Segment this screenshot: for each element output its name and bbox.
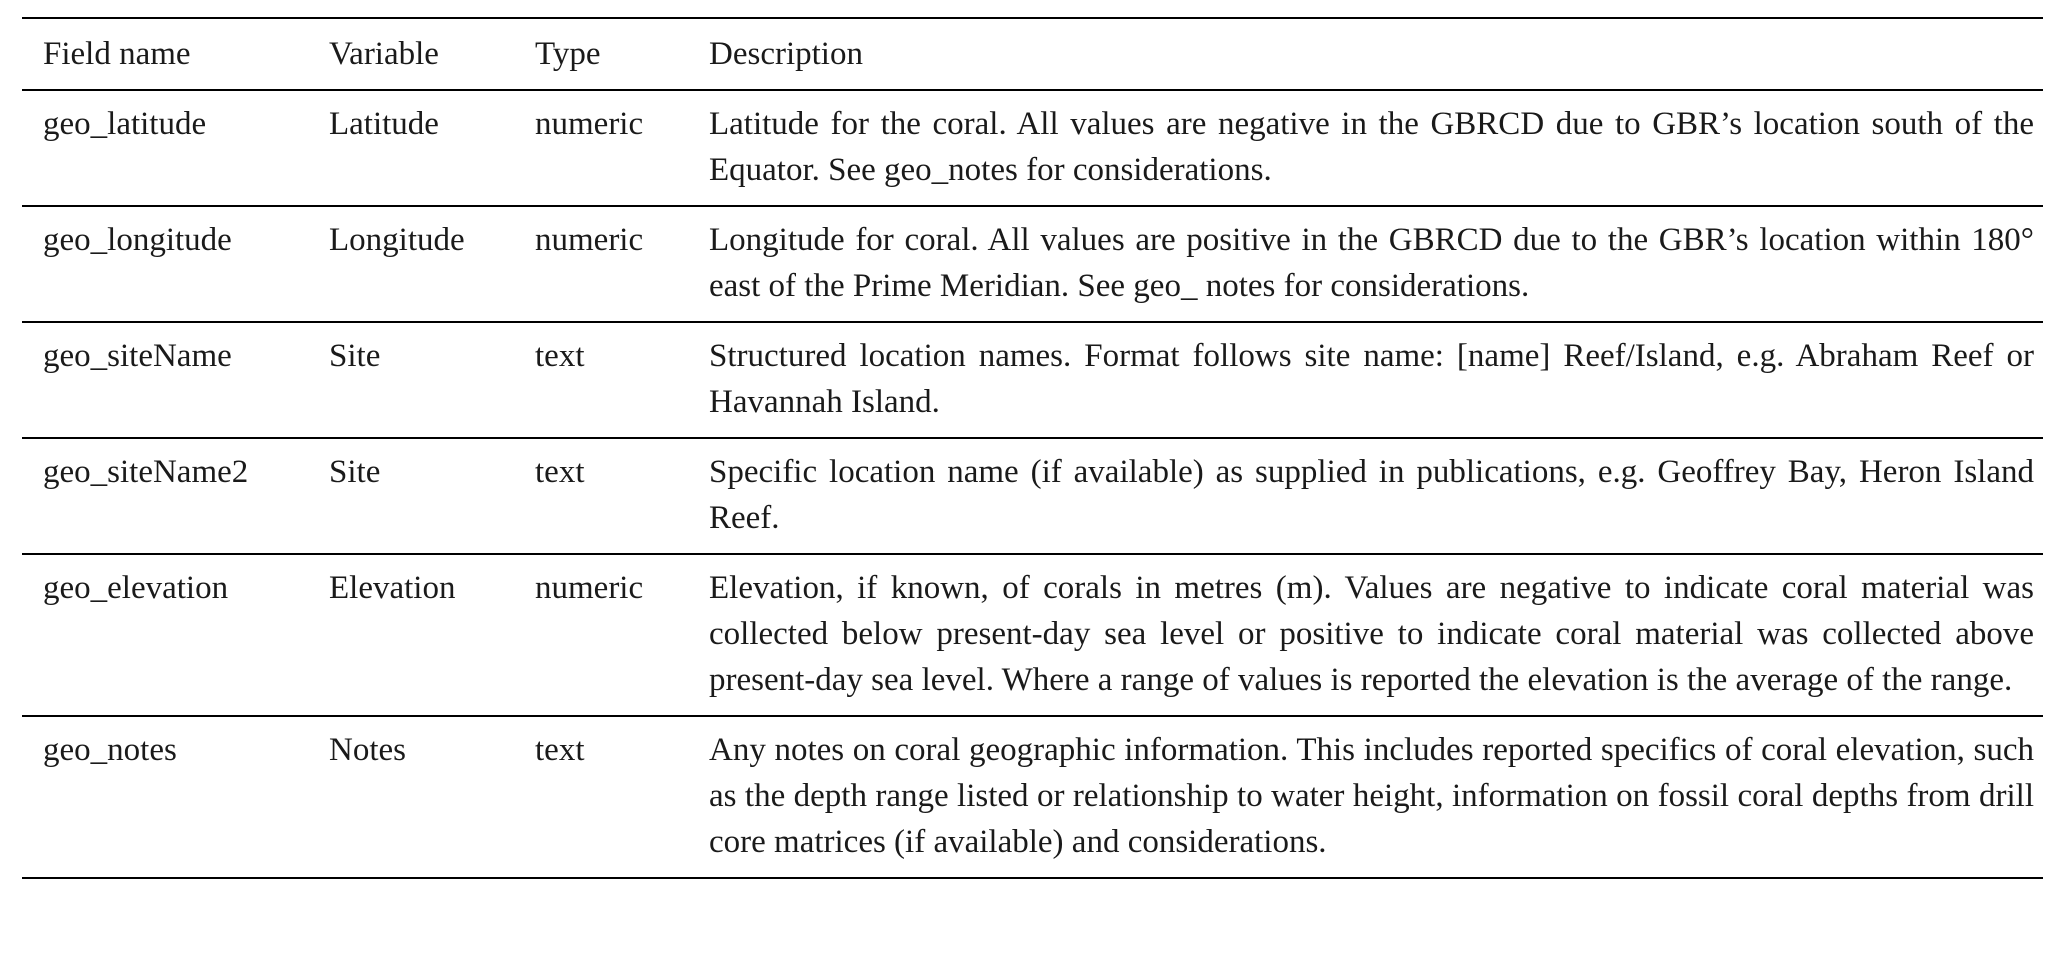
table-row [22, 322, 2043, 438]
table-row [22, 716, 2043, 878]
cell-description: Longitude for coral. All values are positive in the GBRCD due to the GBR’s location within 180° east of the Prime Meridian. See geo_ notes for considerations. [688, 206, 2043, 322]
cell-variable: Site [308, 438, 514, 554]
cell-description: Any notes on coral geographic information. This includes reported specifics of coral elevation, such as the depth range listed or relationship to water height, information on fossil coral depths from drill core matrices (if available) and considerations. [688, 716, 2043, 878]
cell-variable: Notes [308, 716, 514, 878]
cell-field-name: geo_latitude [22, 90, 308, 206]
cell-field-name: geo_siteName [22, 322, 308, 438]
table-body [22, 90, 2043, 878]
cell-variable: Elevation [308, 554, 514, 716]
table-row [22, 438, 2043, 554]
cell-description: Structured location names. Format follows site name: [name] Reef/Island, e.g. Abraham Reef or Havannah Island. [688, 322, 2043, 438]
field-table-container [22, 17, 2043, 879]
cell-type: text [514, 716, 688, 878]
cell-type: numeric [514, 554, 688, 716]
cell-type: text [514, 438, 688, 554]
cell-field-name: geo_longitude [22, 206, 308, 322]
field-definitions-table [22, 17, 2043, 879]
cell-description: Latitude for the coral. All values are negative in the GBRCD due to GBR’s location south of the Equator. See geo_notes for considerations. [688, 90, 2043, 206]
table-row [22, 206, 2043, 322]
cell-variable: Longitude [308, 206, 514, 322]
table-header [22, 18, 2043, 90]
header-type: Type [514, 18, 688, 90]
header-variable: Variable [308, 18, 514, 90]
cell-field-name: geo_elevation [22, 554, 308, 716]
header-row [22, 18, 2043, 90]
cell-field-name: geo_siteName2 [22, 438, 308, 554]
cell-variable: Site [308, 322, 514, 438]
cell-field-name: geo_notes [22, 716, 308, 878]
cell-description: Specific location name (if available) as supplied in publications, e.g. Geoffrey Bay, Heron Island Reef. [688, 438, 2043, 554]
cell-type: text [514, 322, 688, 438]
cell-variable: Latitude [308, 90, 514, 206]
header-field-name: Field name [22, 18, 308, 90]
table-row [22, 554, 2043, 716]
table-row [22, 90, 2043, 206]
cell-type: numeric [514, 90, 688, 206]
cell-description: Elevation, if known, of corals in metres (m). Values are negative to indicate coral material was collected below present-day sea level or positive to indicate coral material was collected above present-day sea level. Where a range of values is reported the elevation is the average of the range. [688, 554, 2043, 716]
cell-type: numeric [514, 206, 688, 322]
header-description: Description [688, 18, 2043, 90]
